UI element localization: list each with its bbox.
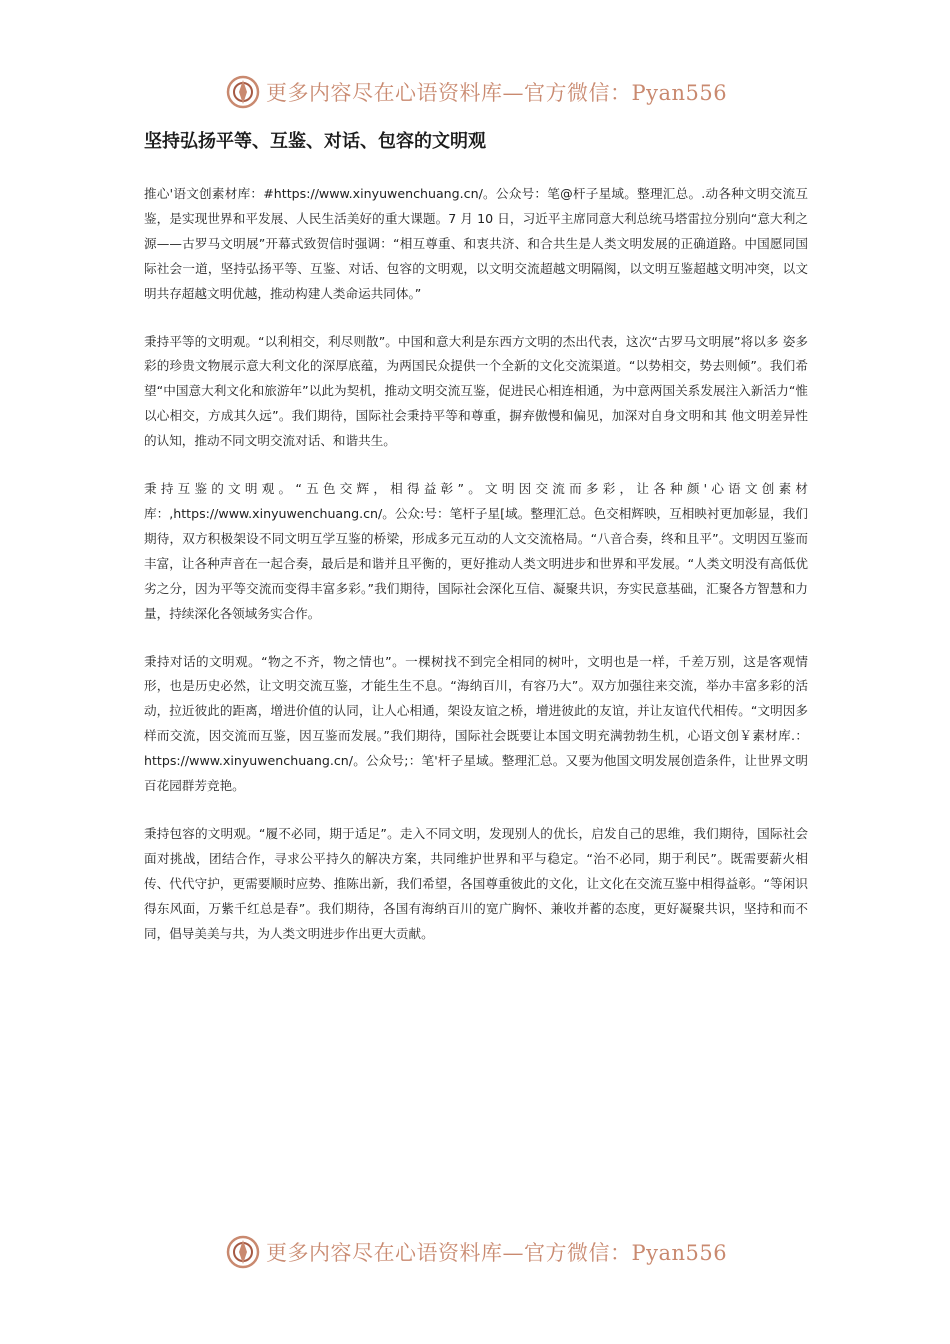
watermark-banner-bottom [226, 1232, 726, 1272]
paragraph-equality: 秉持平等的文明观。“以利相交，利尽则散”。中国和意大利是东西方文明的杰出代表，这次“古罗马文明展”将以多 姿多彩的珍贵文物展示意大利文化的深厚底蕴，为两国民众提供一个全新的文化交流渠道。“以势相交，势去则倾”。我们希望“中国意大利文化和旅游年”以此为契机，推动文明交流互鉴，促进民心相连相通，为中意两国关系发展注入新活力“惟以心相交，方成其久远”。我们期待，国际社会秉持平等和尊重，摒弃傲慢和偏见，加深对自身文明和其 他文明差异性的认知，推动不同文明交流对话、和谐共生。 [144, 333, 808, 449]
watermark-banner-top [226, 72, 726, 112]
paragraph-inclusiveness: 秉持包容的文明观。“履不必同，期于适足”。走入不同文明，发现别人的优长，启发自己的思维，我们期待，国际社会面对挑战，团结合作，寻求公平持久的解决方案，共同维护世界和平与稳定。“治不必同，期于利民”。既需要薪火相传、代代守护，更需要顺时应势、推陈出新，我们希望，各国尊重彼此的文化，让文化在交流互鉴中相得益彰。“等闲识得东风面，万紫千红总是春”。我们期待，各国有海纳百川的宽广胸怀、兼收并蓄的态度，更好凝聚共识，坚持和而不同，倡导美美与共，为人类文明进步作出更大贡献。 [144, 825, 808, 941]
paragraph-intro: 推心'语文创素材库：#https://www.xinyuwenchuang.cn/。公众号：笔@杆子星域。整理汇总。.动各种文明交流互鉴，是实现世界和平发展、人民生活美好的重大课题。7 月 10 日，习近平主席同意大利总统马塔雷拉分别向“意大利之源——古罗马文明展”开幕式致贺信时强调：“相互尊重、和衷共济、和合共生是人类文明发展的正确道路。中国愿同国际社会一道，坚持弘扬平等、互鉴、对话、包容的文明观，以文明交流超越文明隔阂，以文明互鉴超越文明冲突，以文明共存超越文明优越，推动构建人类命运共同体。” [144, 186, 808, 301]
paragraph-dialogue: 秉持对话的文明观。“物之不齐，物之情也”。一棵树找不到完全相同的树叶，文明也是一样，千差万别，这是客观情形，也是历史必然，让文明交流互鉴，才能生生不息。“海纳百川，有容乃大”。双方加强往来交流，举办丰富多彩的活动，拉近彼此的距离，增进价值的认同，让人心相通，架设友谊之桥，增进彼此的友谊，并让友谊代代相传。“文明因多样而交流，因交流而互鉴，因互鉴而发展。”我们期待，国际社会既要让本国文明充满勃勃生机，心语文创￥素材库.：https://www.xinyuwenchuang.cn/。公众号;：笔'杆子星域。整理汇总。又要为他国文明发展创造条件，让世界文明百花园群芳竞艳。 [144, 653, 808, 794]
brand-logo-icon [226, 75, 260, 109]
brand-logo-icon [226, 1235, 260, 1269]
watermark-text: 更多内容尽在心语资料库—官方微信：Pyan556 [266, 1241, 728, 1265]
watermark-text: 更多内容尽在心语资料库—官方微信：Pyan556 [266, 81, 728, 105]
article-body [144, 182, 808, 969]
paragraph-mutual-learning: 秉持互鉴的文明观。“五色交辉，相得益彰”。文明因交流而多彩，让各种颜'心语文创素材库：,https://www.xinyuwenchuang.cn/。公众:号：笔杆子星[域。整理汇总。色交相辉映，互相映衬更加彰显，我们期待，双方积极架设不同文明互学互鉴的桥梁，形成多元互动的人文交流格局。“八音合奏，终和且平”。文明因互鉴而丰富，让各种声音在一起合奏，最后是和谐并且平衡的，更好推动人类文明进步和世界和平发展。“人类文明没有高低优劣之分，因为平等交流而变得丰富多彩。”我们期待，国际社会深化互信、凝聚共识，夯实民意基础，汇聚各方智慧和力量，持续深化各领域务实合作。 [144, 481, 808, 621]
page-title: 坚持弘扬平等、互鉴、对话、包容的文明观 [144, 131, 486, 152]
